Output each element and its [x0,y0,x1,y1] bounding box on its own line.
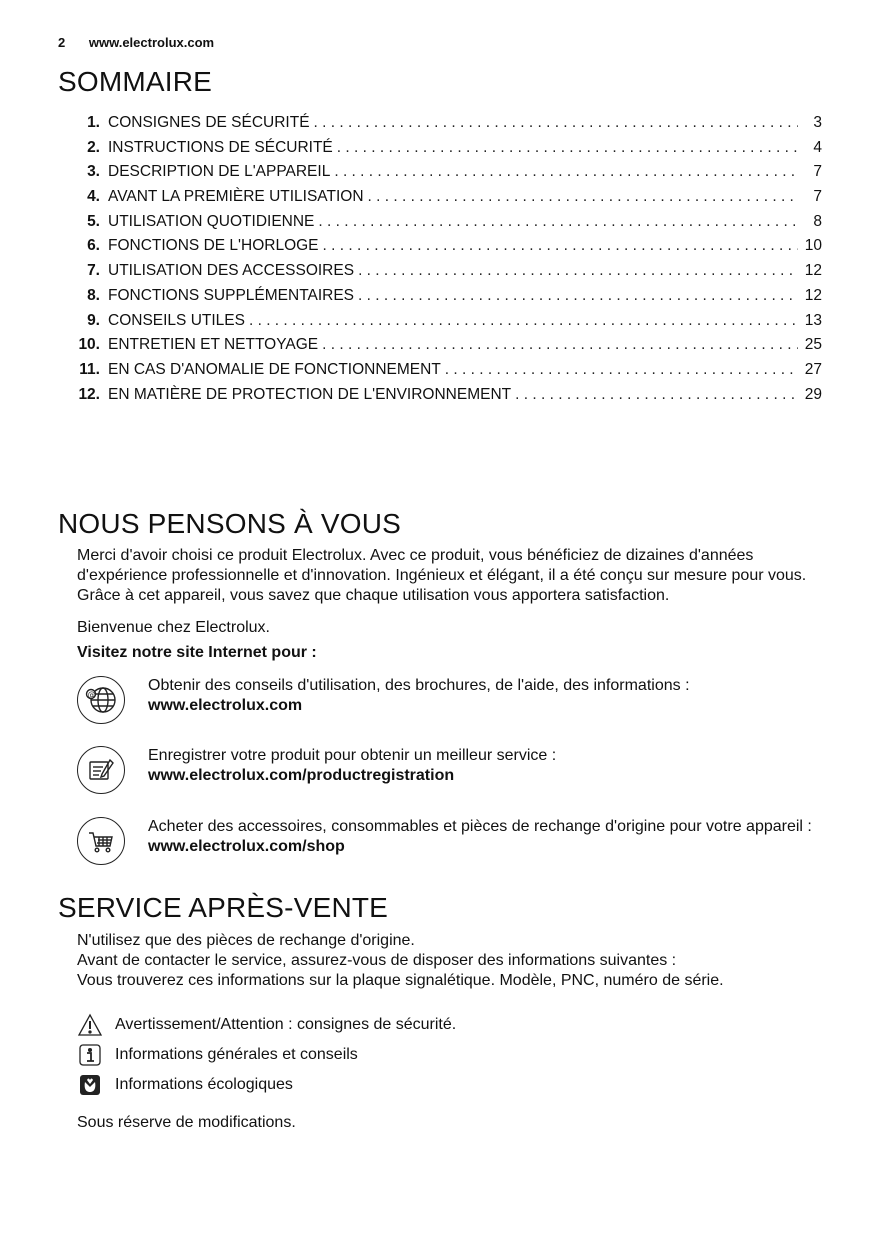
toc-item-number: 2. [87,138,100,156]
toc-leader-dots [358,287,798,305]
toc-item-number: 10. [78,336,100,354]
toc-leader-dots [515,386,798,404]
toc-item-label: FONCTIONS DE L'HORLOGE [108,237,319,255]
toc-item[interactable] [72,262,822,287]
toc-leader-dots [323,237,798,255]
toc-item[interactable] [72,188,822,213]
toc-item[interactable] [72,336,822,361]
table-of-contents [72,114,822,410]
eco-icon [77,1073,103,1097]
service-line: Vous trouverez ces informations sur la plaque signalétique. Modèle, PNC, numéro de série. [77,972,724,989]
toc-item-page: 4 [813,138,822,156]
toc-item-number: 11. [79,360,100,378]
legend-item-info [77,1040,456,1070]
welcome-intro: Merci d'avoir choisi ce produit Electrolux. Avec ce produit, vous bénéficiez de dizaines d'années d'expérience professionnelle et d'innovation. Ingénieux et élégant, il a été conçu sur mesure pour vous. Grâce à cet appareil, vous savez que chaque utilisation vous apportera satisfaction. [77,547,807,604]
service-line: Avant de contacter le service, assurez-vous de disposer des informations suivantes : [77,952,677,969]
toc-item-page: 7 [813,188,822,206]
toc-item-number: 5. [87,212,100,230]
link-description: Enregistrer votre produit pour obtenir un meilleur service : [148,747,557,764]
toc-item-label: CONSIGNES DE SÉCURITÉ [108,114,310,131]
legend-text: Informations générales et conseils [115,1046,358,1063]
service-text [77,931,822,991]
toc-leader-dots [368,188,798,206]
toc-leader-dots [358,262,798,280]
toc-item-label: DESCRIPTION DE L'APPAREIL [108,163,331,181]
toc-item-label: AVANT LA PREMIÈRE UTILISATION [108,188,364,206]
legend-item-eco [77,1070,456,1100]
shop-link[interactable]: www.electrolux.com/shop [148,838,345,855]
toc-item-label: UTILISATION DES ACCESSOIRES [108,262,355,280]
welcome-title: NOUS PENSONS À VOUS [58,508,401,539]
toc-title: SOMMAIRE [58,66,213,97]
toc-item-page: 8 [813,212,822,230]
toc-item-label: EN CAS D'ANOMALIE DE FONCTIONNEMENT [108,360,441,378]
shopping-cart-icon [77,817,125,865]
legend-text: Informations écologiques [115,1076,293,1093]
service-line: N'utilisez que des pièces de rechange d'origine. [77,932,415,949]
toc-item-page: 27 [804,360,822,378]
toc-item-page: 3 [813,114,822,131]
toc-leader-dots [334,163,798,181]
registration-link[interactable]: www.electrolux.com/productregistration [148,767,455,784]
toc-item-page: 7 [813,163,822,181]
globe-icon [77,676,125,724]
page-header [58,35,214,50]
toc-item-label: INSTRUCTIONS DE SÉCURITÉ [108,138,333,156]
toc-leader-dots [322,336,798,354]
toc-item-label: ENTRETIEN ET NETTOYAGE [108,336,319,354]
toc-item-number: 12. [78,385,100,403]
page-number: 2 [58,35,66,50]
toc-item-label: CONSEILS UTILES [108,311,245,329]
toc-item-number: 8. [87,286,100,304]
toc-item-number: 9. [87,311,100,329]
registration-icon [77,746,125,794]
website-link[interactable]: www.electrolux.com [148,697,303,714]
info-icon [77,1043,103,1067]
toc-item-page: 13 [804,311,822,329]
toc-item[interactable] [72,312,822,337]
toc-leader-dots [318,213,798,231]
toc-item-page: 25 [804,336,822,354]
toc-item-page: 10 [804,237,822,255]
toc-item[interactable] [72,213,822,238]
symbol-legend [77,1010,456,1100]
toc-item[interactable] [72,163,822,188]
toc-item-page: 29 [804,385,822,403]
visit-website-label: Visitez notre site Internet pour : [77,644,317,661]
legend-item-warning [77,1010,456,1040]
svg-text:@: @ [87,690,96,699]
toc-item-number: 1. [87,114,100,131]
toc-item-number: 4. [87,188,100,206]
toc-item-label: EN MATIÈRE DE PROTECTION DE L'ENVIRONNEMENT [108,385,512,403]
toc-item-label: UTILISATION QUOTIDIENNE [108,212,315,230]
service-title: SERVICE APRÈS-VENTE [58,892,389,923]
legend-text: Avertissement/Attention : consignes de sécurité. [115,1016,457,1033]
toc-item-number: 7. [87,262,100,280]
toc-item-page: 12 [804,286,822,304]
toc-item[interactable] [72,237,822,262]
warning-icon [77,1013,103,1037]
toc-item-label: FONCTIONS SUPPLÉMENTAIRES [108,286,355,304]
link-description: Acheter des accessoires, consommables et pièces de rechange d'origine pour votre appareil : [148,818,812,835]
toc-leader-dots [314,114,798,132]
toc-item[interactable] [72,287,822,312]
toc-item[interactable] [72,386,822,411]
toc-item[interactable] [72,114,822,139]
welcome-greeting: Bienvenue chez Electrolux. [77,619,270,636]
toc-item-number: 3. [87,163,100,181]
toc-leader-dots [445,361,798,379]
link-description: Obtenir des conseils d'utilisation, des brochures, de l'aide, des informations : [148,677,690,694]
toc-leader-dots [249,312,798,330]
toc-item[interactable] [72,139,822,164]
toc-item[interactable] [72,361,822,386]
modification-notice: Sous réserve de modifications. [77,1114,296,1131]
toc-item-number: 6. [87,237,100,255]
header-website[interactable]: www.electrolux.com [88,35,215,50]
toc-item-page: 12 [804,262,822,280]
toc-leader-dots [337,139,798,157]
